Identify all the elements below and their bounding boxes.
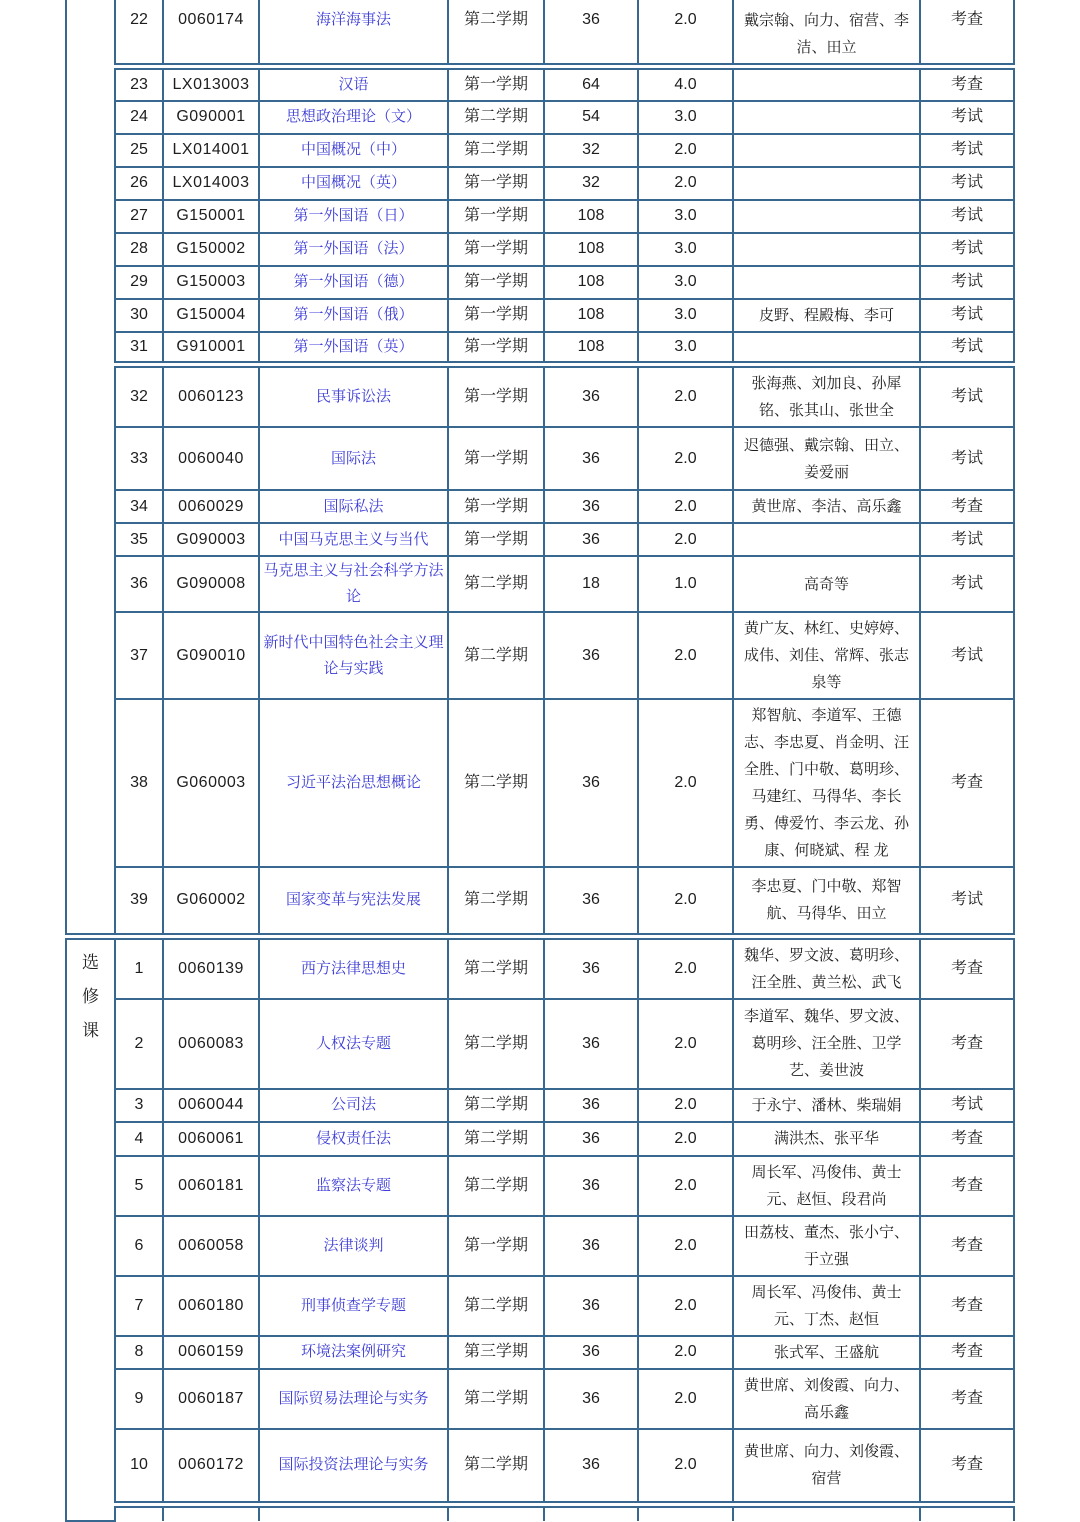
teachers-cell: 黄广友、林红、史婷婷、成伟、刘佳、常辉、张志泉等 [733,612,920,699]
exam-type-cell: 考试 [920,233,1014,266]
teachers-cell [733,101,920,134]
exam-type-cell: 考试 [920,134,1014,167]
row-number-cell: 30 [115,299,163,332]
semester-cell: 第三学期 [448,1336,544,1369]
row-number-cell: 1 [115,936,163,999]
credits-cell: 2.0 [638,1089,733,1122]
hours-cell: 36 [544,1429,638,1505]
semester-cell: 第一学期 [448,1216,544,1276]
row-number-cell: 6 [115,1216,163,1276]
course-name-link[interactable]: 公司法 [259,1089,448,1122]
row-number-cell: 33 [115,427,163,490]
course-code-cell: G150003 [163,266,259,299]
semester-cell: 第二学期 [448,999,544,1089]
teachers-cell: 张式军、王盛航 [733,1336,920,1369]
course-code-cell: G090010 [163,612,259,699]
exam-type-cell: 考查 [920,1276,1014,1336]
semester-cell: 第二学期 [448,101,544,134]
teachers-cell [733,167,920,200]
credits-cell: 2.0 [638,936,733,999]
category-cell [66,936,115,1521]
course-code-cell: LX013003 [163,67,259,101]
row-number-cell: 9 [115,1369,163,1429]
course-name-link[interactable]: 环境法案例研究 [259,1336,448,1369]
semester-cell: 第二学期 [448,1089,544,1122]
semester-cell: 第二学期 [448,699,544,867]
teachers-cell: 高奇等 [733,556,920,612]
course-code-cell: 0060159 [163,1336,259,1369]
credits-cell: 2.0 [638,1156,733,1216]
exam-type-cell: 考查 [920,1216,1014,1276]
semester-cell: 第二学期 [448,612,544,699]
exam-type-cell: 考查 [920,999,1014,1089]
semester-cell: 第一学期 [448,266,544,299]
exam-type-cell: 考查 [920,67,1014,101]
semester-cell: 第二学期 [448,134,544,167]
teachers-cell: 李道军、魏华、罗文波、葛明珍、汪全胜、卫学艺、姜世波 [733,999,920,1089]
teachers-cell: 李忠夏、门中敬、郑智航、马得华、田立 [733,867,920,936]
course-name-link[interactable]: 法律谈判 [259,1216,448,1276]
exam-type-cell: 考查 [920,490,1014,523]
exam-type-cell: 考查 [920,1369,1014,1429]
semester-cell: 第二学期 [448,1369,544,1429]
credits-cell: 3.0 [638,266,733,299]
course-name-link[interactable]: 人权法专题 [259,999,448,1089]
course-code-cell: G090001 [163,101,259,134]
exam-type-cell: 考试 [920,867,1014,936]
empty-cell [448,1505,544,1521]
teachers-cell: 周长军、冯俊伟、黄士元、丁杰、赵恒 [733,1276,920,1336]
credits-cell: 2.0 [638,1369,733,1429]
exam-type-cell: 考试 [920,612,1014,699]
semester-cell: 第二学期 [448,0,544,67]
credits-cell: 3.0 [638,332,733,365]
credits-cell: 2.0 [638,1276,733,1336]
course-name-link[interactable]: 新时代中国特色社会主义理论与实践 [259,612,448,699]
course-name-link[interactable]: 民事诉讼法 [259,365,448,428]
hours-cell: 108 [544,233,638,266]
course-code-cell: LX014001 [163,134,259,167]
empty-cell [920,1505,1014,1521]
course-name-link[interactable]: 国际贸易法理论与实务 [259,1369,448,1429]
course-code-cell: 0060180 [163,1276,259,1336]
hours-cell: 18 [544,556,638,612]
credits-cell: 3.0 [638,101,733,134]
exam-type-cell: 考查 [920,1122,1014,1156]
course-code-cell: G150004 [163,299,259,332]
hours-cell: 32 [544,167,638,200]
credits-cell: 2.0 [638,523,733,556]
hours-cell: 32 [544,134,638,167]
semester-cell: 第一学期 [448,233,544,266]
hours-cell: 36 [544,699,638,867]
course-name-link[interactable]: 国际投资法理论与实务 [259,1429,448,1505]
row-number-cell: 24 [115,101,163,134]
semester-cell: 第一学期 [448,332,544,365]
row-number-cell: 3 [115,1089,163,1122]
credits-cell: 3.0 [638,299,733,332]
credits-cell: 2.0 [638,490,733,523]
row-number-cell: 27 [115,200,163,233]
exam-type-cell: 考试 [920,101,1014,134]
teachers-cell: 迟德强、戴宗翰、田立、姜爱丽 [733,427,920,490]
row-number-cell: 8 [115,1336,163,1369]
empty-cell [733,1505,920,1521]
row-number-cell: 38 [115,699,163,867]
course-code-cell: G150001 [163,200,259,233]
semester-cell: 第一学期 [448,427,544,490]
credits-cell: 2.0 [638,612,733,699]
semester-cell: 第一学期 [448,67,544,101]
semester-cell: 第一学期 [448,167,544,200]
course-name-link[interactable]: 海洋海事法 [259,0,448,67]
credits-cell: 2.0 [638,134,733,167]
course-table [65,0,1015,1522]
course-name-link[interactable]: 马克思主义与社会科学方法论 [259,556,448,612]
credits-cell: 2.0 [638,867,733,936]
teachers-cell: 魏华、罗文波、葛明珍、汪全胜、黄兰松、武飞 [733,936,920,999]
hours-cell: 108 [544,266,638,299]
hours-cell: 36 [544,867,638,936]
hours-cell: 36 [544,1122,638,1156]
credits-cell: 2.0 [638,1122,733,1156]
hours-cell: 36 [544,1336,638,1369]
exam-type-cell: 考试 [920,427,1014,490]
course-code-cell: LX014003 [163,167,259,200]
exam-type-cell: 考试 [920,523,1014,556]
row-number-cell: 31 [115,332,163,365]
hours-cell: 36 [544,490,638,523]
course-code-cell: 0060058 [163,1216,259,1276]
teachers-cell: 黄世席、向力、刘俊霞、宿营 [733,1429,920,1505]
course-code-cell: 0060139 [163,936,259,999]
course-code-cell: 0060083 [163,999,259,1089]
teachers-cell: 周长军、冯俊伟、黄士元、赵恒、段君尚 [733,1156,920,1216]
credits-cell: 4.0 [638,67,733,101]
hours-cell: 36 [544,523,638,556]
exam-type-cell: 考查 [920,0,1014,67]
hours-cell: 36 [544,0,638,67]
exam-type-cell: 考试 [920,167,1014,200]
course-code-cell: 0060174 [163,0,259,67]
course-name-link[interactable]: 监察法专题 [259,1156,448,1216]
course-code-cell: 0060040 [163,427,259,490]
course-name-link[interactable]: 中国概况（中） [259,134,448,167]
credits-cell: 2.0 [638,1336,733,1369]
semester-cell: 第一学期 [448,490,544,523]
row-number-cell: 37 [115,612,163,699]
exam-type-cell: 考试 [920,266,1014,299]
row-number-cell: 28 [115,233,163,266]
course-name-link[interactable]: 刑事侦查学专题 [259,1276,448,1336]
credits-cell: 3.0 [638,200,733,233]
row-number-cell: 32 [115,365,163,428]
course-name-link[interactable]: 侵权责任法 [259,1122,448,1156]
row-number-cell: 35 [115,523,163,556]
hours-cell: 54 [544,101,638,134]
exam-type-cell: 考试 [920,332,1014,365]
course-code-cell: G090008 [163,556,259,612]
course-code-cell: 0060123 [163,365,259,428]
semester-cell: 第二学期 [448,867,544,936]
semester-cell: 第一学期 [448,523,544,556]
course-code-cell: 0060187 [163,1369,259,1429]
exam-type-cell: 考试 [920,299,1014,332]
row-number-cell: 2 [115,999,163,1089]
exam-type-cell: 考试 [920,1089,1014,1122]
exam-type-cell: 考查 [920,1156,1014,1216]
course-code-cell: G150002 [163,233,259,266]
semester-cell: 第二学期 [448,556,544,612]
exam-type-cell: 考试 [920,200,1014,233]
teachers-cell [733,233,920,266]
category-cell [66,0,115,936]
row-number-cell: 10 [115,1429,163,1505]
course-name-link[interactable]: 中国马克思主义与当代 [259,523,448,556]
course-code-cell: 0060172 [163,1429,259,1505]
category-label [81,7,101,12]
course-name-link[interactable]: 第一外国语（英） [259,332,448,365]
course-name-link[interactable]: 第一外国语（日） [259,200,448,233]
course-code-cell: 0060029 [163,490,259,523]
hours-cell: 36 [544,999,638,1089]
course-name-link[interactable]: 中国概况（英） [259,167,448,200]
credits-cell: 2.0 [638,699,733,867]
course-code-cell: 0060181 [163,1156,259,1216]
row-number-cell: 22 [115,0,163,67]
credits-cell: 3.0 [638,233,733,266]
teachers-cell: 张海燕、刘加良、孙犀铭、张其山、张世全 [733,365,920,428]
teachers-cell: 田荔枝、董杰、张小宁、于立强 [733,1216,920,1276]
course-code-cell: G910001 [163,332,259,365]
row-number-cell: 5 [115,1156,163,1216]
teachers-cell: 满洪杰、张平华 [733,1122,920,1156]
course-name-link[interactable]: 西方法律思想史 [259,936,448,999]
empty-cell [544,1505,638,1521]
row-number-cell: 29 [115,266,163,299]
empty-cell [163,1505,259,1521]
empty-cell [115,1505,163,1521]
semester-cell: 第一学期 [448,365,544,428]
hours-cell: 36 [544,936,638,999]
credits-cell: 2.0 [638,999,733,1089]
hours-cell: 108 [544,299,638,332]
row-number-cell: 7 [115,1276,163,1336]
course-name-link[interactable]: 国际法 [259,427,448,490]
row-number-cell: 4 [115,1122,163,1156]
course-name-link[interactable]: 国家变革与宪法发展 [259,867,448,936]
semester-cell: 第二学期 [448,936,544,999]
semester-cell: 第一学期 [448,200,544,233]
exam-type-cell: 考查 [920,936,1014,999]
semester-cell: 第二学期 [448,1122,544,1156]
credits-cell: 2.0 [638,167,733,200]
course-code-cell: G090003 [163,523,259,556]
hours-cell: 36 [544,427,638,490]
teachers-cell [733,332,920,365]
hours-cell: 36 [544,1369,638,1429]
credits-cell: 2.0 [638,365,733,428]
exam-type-cell: 考查 [920,1429,1014,1505]
course-code-cell: 0060044 [163,1089,259,1122]
credits-cell: 2.0 [638,427,733,490]
hours-cell: 36 [544,1216,638,1276]
hours-cell: 108 [544,332,638,365]
row-number-cell: 39 [115,867,163,936]
course-code-cell: G060003 [163,699,259,867]
hours-cell: 36 [544,1089,638,1122]
exam-type-cell: 考查 [920,699,1014,867]
row-number-cell: 26 [115,167,163,200]
course-name-link[interactable]: 思想政治理论（文） [259,101,448,134]
empty-cell [259,1505,448,1521]
hours-cell: 36 [544,365,638,428]
semester-cell: 第二学期 [448,1276,544,1336]
teachers-cell: 皮野、程殿梅、李可 [733,299,920,332]
teachers-cell [733,67,920,101]
credits-cell: 2.0 [638,0,733,67]
semester-cell: 第二学期 [448,1429,544,1505]
teachers-cell [733,266,920,299]
credits-cell: 2.0 [638,1429,733,1505]
credits-cell: 2.0 [638,1216,733,1276]
course-name-link[interactable]: 汉语 [259,67,448,101]
course-name-link[interactable]: 国际私法 [259,490,448,523]
hours-cell: 36 [544,612,638,699]
course-name-link[interactable]: 第一外国语（法） [259,233,448,266]
category-label: 选修课 [82,952,99,1040]
course-name-link[interactable]: 第一外国语（俄） [259,299,448,332]
empty-cell [638,1505,733,1521]
hours-cell: 64 [544,67,638,101]
course-table-body [66,0,1014,1521]
teachers-cell [733,134,920,167]
row-number-cell: 34 [115,490,163,523]
semester-cell: 第二学期 [448,1156,544,1216]
exam-type-cell: 考试 [920,365,1014,428]
row-number-cell: 25 [115,134,163,167]
teachers-cell: 于永宁、潘林、柴瑞娟 [733,1089,920,1122]
exam-type-cell: 考试 [920,556,1014,612]
course-name-link[interactable]: 第一外国语（德） [259,266,448,299]
teachers-cell: 黄世席、刘俊霞、向力、高乐鑫 [733,1369,920,1429]
course-name-link[interactable]: 习近平法治思想概论 [259,699,448,867]
course-code-cell: 0060061 [163,1122,259,1156]
teachers-cell [733,523,920,556]
semester-cell: 第一学期 [448,299,544,332]
credits-cell: 1.0 [638,556,733,612]
row-number-cell: 36 [115,556,163,612]
hours-cell: 36 [544,1276,638,1336]
teachers-cell: 戴宗翰、向力、宿营、李洁、田立 [733,0,920,67]
hours-cell: 108 [544,200,638,233]
row-number-cell: 23 [115,67,163,101]
teachers-cell: 黄世席、李洁、高乐鑫 [733,490,920,523]
teachers-cell [733,200,920,233]
exam-type-cell: 考查 [920,1336,1014,1369]
course-code-cell: G060002 [163,867,259,936]
teachers-cell: 郑智航、李道军、王德志、李忠夏、肖金明、汪全胜、门中敬、葛明珍、马建红、马得华、李长勇、傅爱竹、李云龙、孙 康、何晓斌、程 龙 [733,699,920,867]
hours-cell: 36 [544,1156,638,1216]
